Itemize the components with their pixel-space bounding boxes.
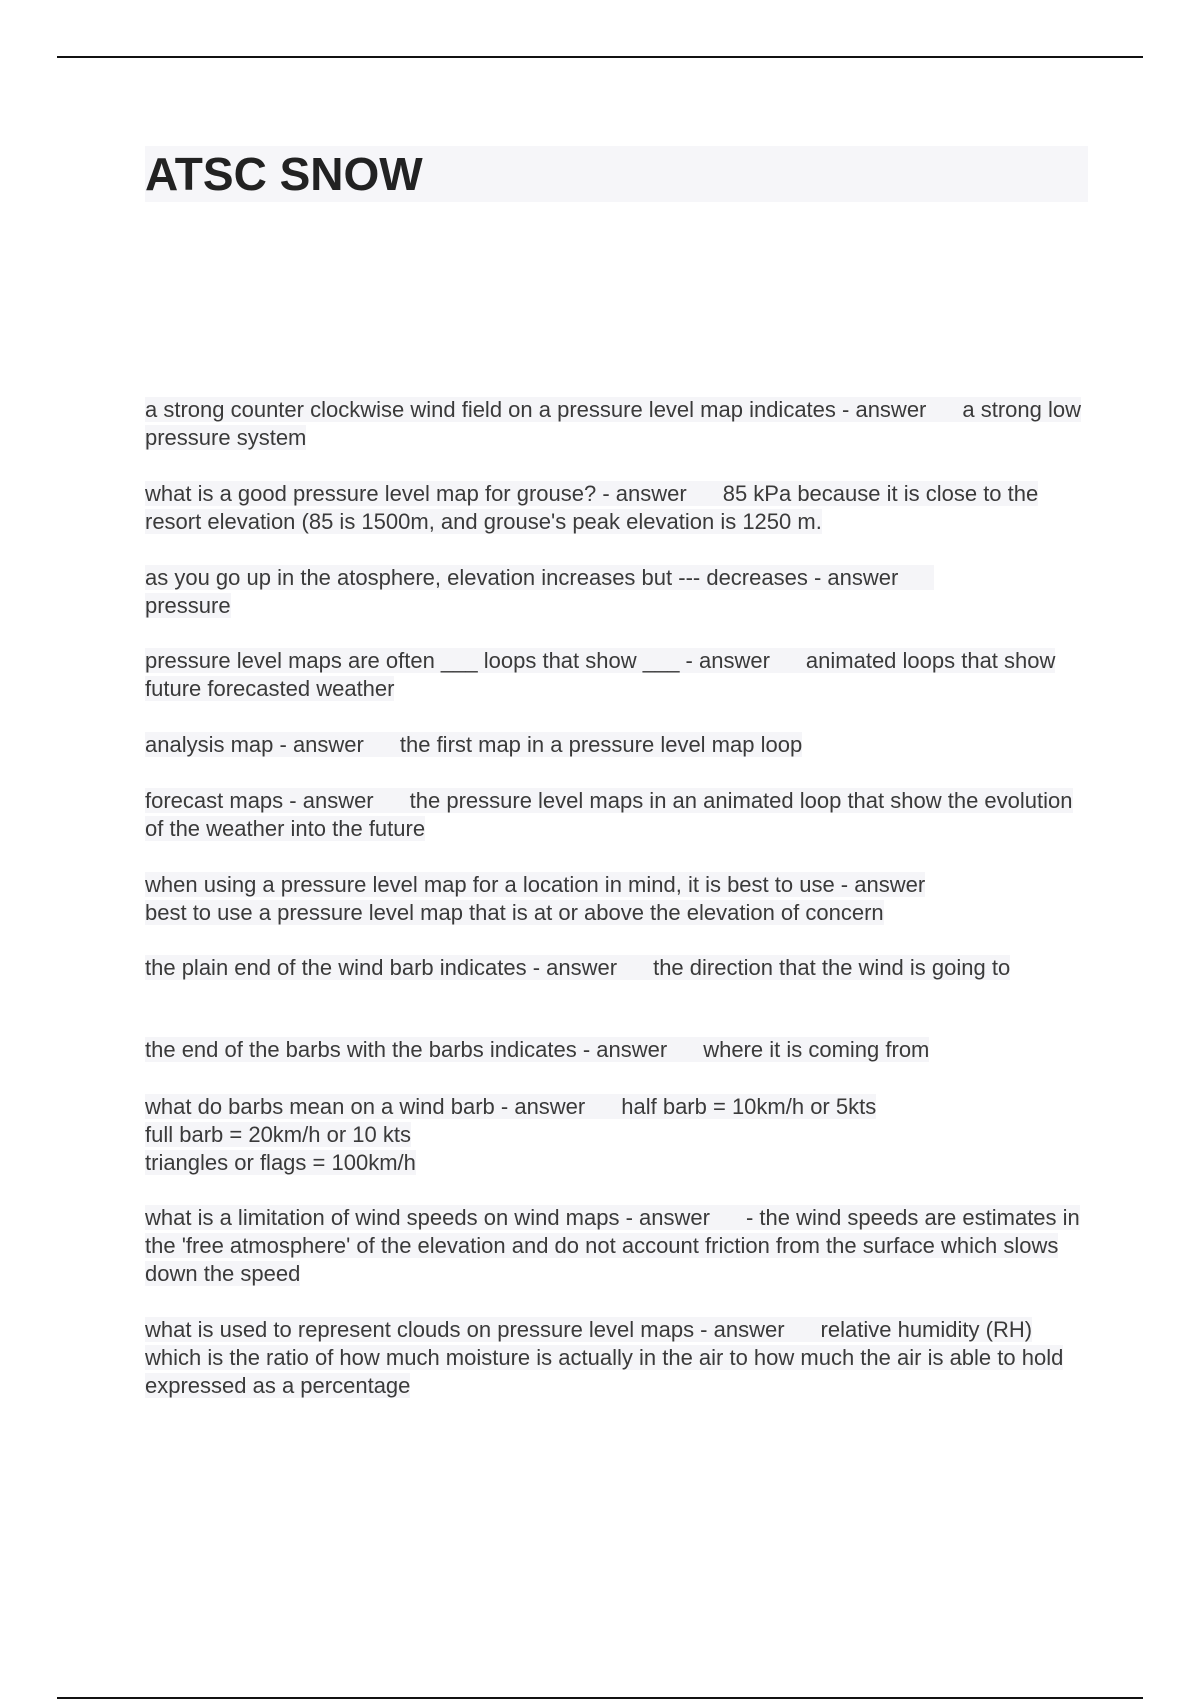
question: a strong counter clockwise wind field on a pressure level map indicates - answer [145,397,927,422]
bottom-rule [57,1697,1143,1699]
question: forecast maps - answer [145,788,374,813]
question: what is a good pressure level map for grouse? - answer [145,481,687,506]
qa-item [145,1316,1090,1400]
answer: where it is coming from [703,1037,930,1062]
answer: relative humidity (RH) which is the ratio of how much moisture is actually in the air to how much the air is able to hold expressed as a percentage [145,1317,1064,1398]
qa-item [145,564,1090,620]
answer: the first map in a pressure level map loop [399,732,803,757]
qa-item [145,871,1090,927]
qa-item [145,1036,1090,1064]
qa-item [145,1093,1090,1177]
answer: the direction that the wind is going to [653,955,1011,980]
question: analysis map - answer [145,732,364,757]
answer: best to use a pressure level map that is at or above the elevation of concern [145,900,884,925]
answer: a strong low pressure system [145,397,1082,450]
qa-item [145,396,1090,452]
qa-item [145,954,1090,982]
question: pressure level maps are often ___ loops that show ___ - answer [145,648,770,673]
question: the end of the barbs with the barbs indicates - answer [145,1037,668,1062]
qa-item [145,787,1090,843]
question: the plain end of the wind barb indicates - answer [145,955,618,980]
qa-item [145,647,1090,703]
question: what is a limitation of wind speeds on wind maps - answer [145,1205,710,1230]
page-title: ATSC SNOW [145,146,1088,202]
answer: - the wind speeds are estimates in the 'free atmosphere' of the elevation and do not account friction from the surface which slows down the speed [145,1205,1080,1286]
answer: half barb = 10km/h or 5kts [621,1094,877,1119]
qa-item [145,1204,1090,1288]
question: as you go up in the atosphere, elevation increases but --- decreases - answer [145,565,899,590]
qa-item [145,480,1090,536]
answer: 85 kPa because it is close to the resort elevation (85 is 1500m, and grouse's peak elevation is 1250 m. [145,481,1039,534]
question: what do barbs mean on a wind barb - answer [145,1094,586,1119]
question: what is used to represent clouds on pressure level maps - answer [145,1317,785,1342]
qa-item [145,731,1090,759]
answer: animated loops that show future forecasted weather [145,648,1056,701]
answer-line-2: full barb = 20km/h or 10 kts [145,1122,411,1147]
answer: the pressure level maps in an animated loop that show the evolution of the weather into the future [145,788,1073,841]
answer-line-3: triangles or flags = 100km/h [145,1150,416,1175]
question: when using a pressure level map for a location in mind, it is best to use - answer [145,872,926,897]
top-rule [57,56,1143,58]
answer: pressure [145,593,231,618]
